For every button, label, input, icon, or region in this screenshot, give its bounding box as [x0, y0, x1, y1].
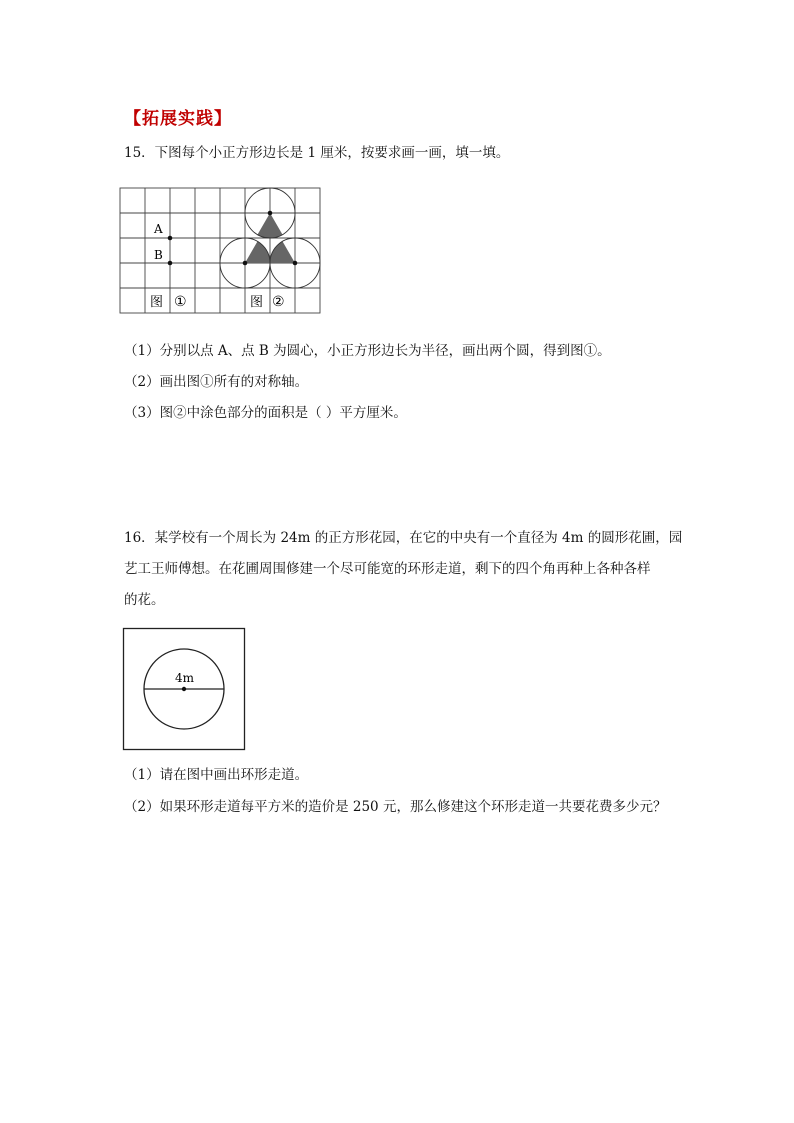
- shade-left: [245, 241, 270, 263]
- q16-sub1: （1）请在图中画出环形走道。: [124, 767, 309, 783]
- circle-center-dot: [182, 687, 186, 691]
- point-b-label: B: [154, 248, 163, 262]
- q15-stem: 15．下图每个小正方形边长是 1 厘米，按要求画一画，填一填。: [124, 145, 510, 161]
- point-a-label: A: [154, 222, 163, 236]
- fig1-label-num: ①: [174, 294, 187, 310]
- q15-grid-figure: [119, 187, 321, 315]
- shade-top: [258, 213, 283, 238]
- fig2-left-dot: [243, 261, 248, 266]
- point-a-dot: [168, 236, 173, 241]
- fig1-label-char: 图: [150, 295, 164, 310]
- section-title: 【拓展实践】: [124, 109, 232, 129]
- q16-stem-line1: 16．某学校有一个周长为 24m 的正方形花园，在它的中央有一个直径为 4m 的圆形花圃，园: [124, 530, 683, 546]
- shade-right: [270, 241, 295, 263]
- fig2-right-dot: [293, 261, 298, 266]
- q15-sub1: （1）分别以点 A、点 B 为圆心，小正方形边长为半径，画出两个圆，得到图①。: [124, 343, 611, 359]
- fig2-label-char: 图: [250, 295, 264, 310]
- q16-garden-figure: [122, 627, 248, 753]
- point-b-dot: [168, 261, 173, 266]
- fig2-top-dot: [268, 211, 273, 216]
- fig2-label-num: ②: [272, 294, 285, 310]
- q16-stem-line3: 的花。: [124, 592, 165, 608]
- diameter-label: 4m: [175, 671, 195, 685]
- q15-sub3: （3）图②中涂色部分的面积是（ ）平方厘米。: [124, 405, 407, 421]
- q16-sub2: （2）如果环形走道每平方米的造价是 250 元，那么修建这个环形走道一共要花费多少元？: [124, 799, 667, 815]
- q16-stem-line2: 艺工王师傅想。在花圃周围修建一个尽可能宽的环形走道，剩下的四个角再种上各种各样: [124, 561, 651, 577]
- q15-sub2: （2）画出图①所有的对称轴。: [124, 374, 309, 390]
